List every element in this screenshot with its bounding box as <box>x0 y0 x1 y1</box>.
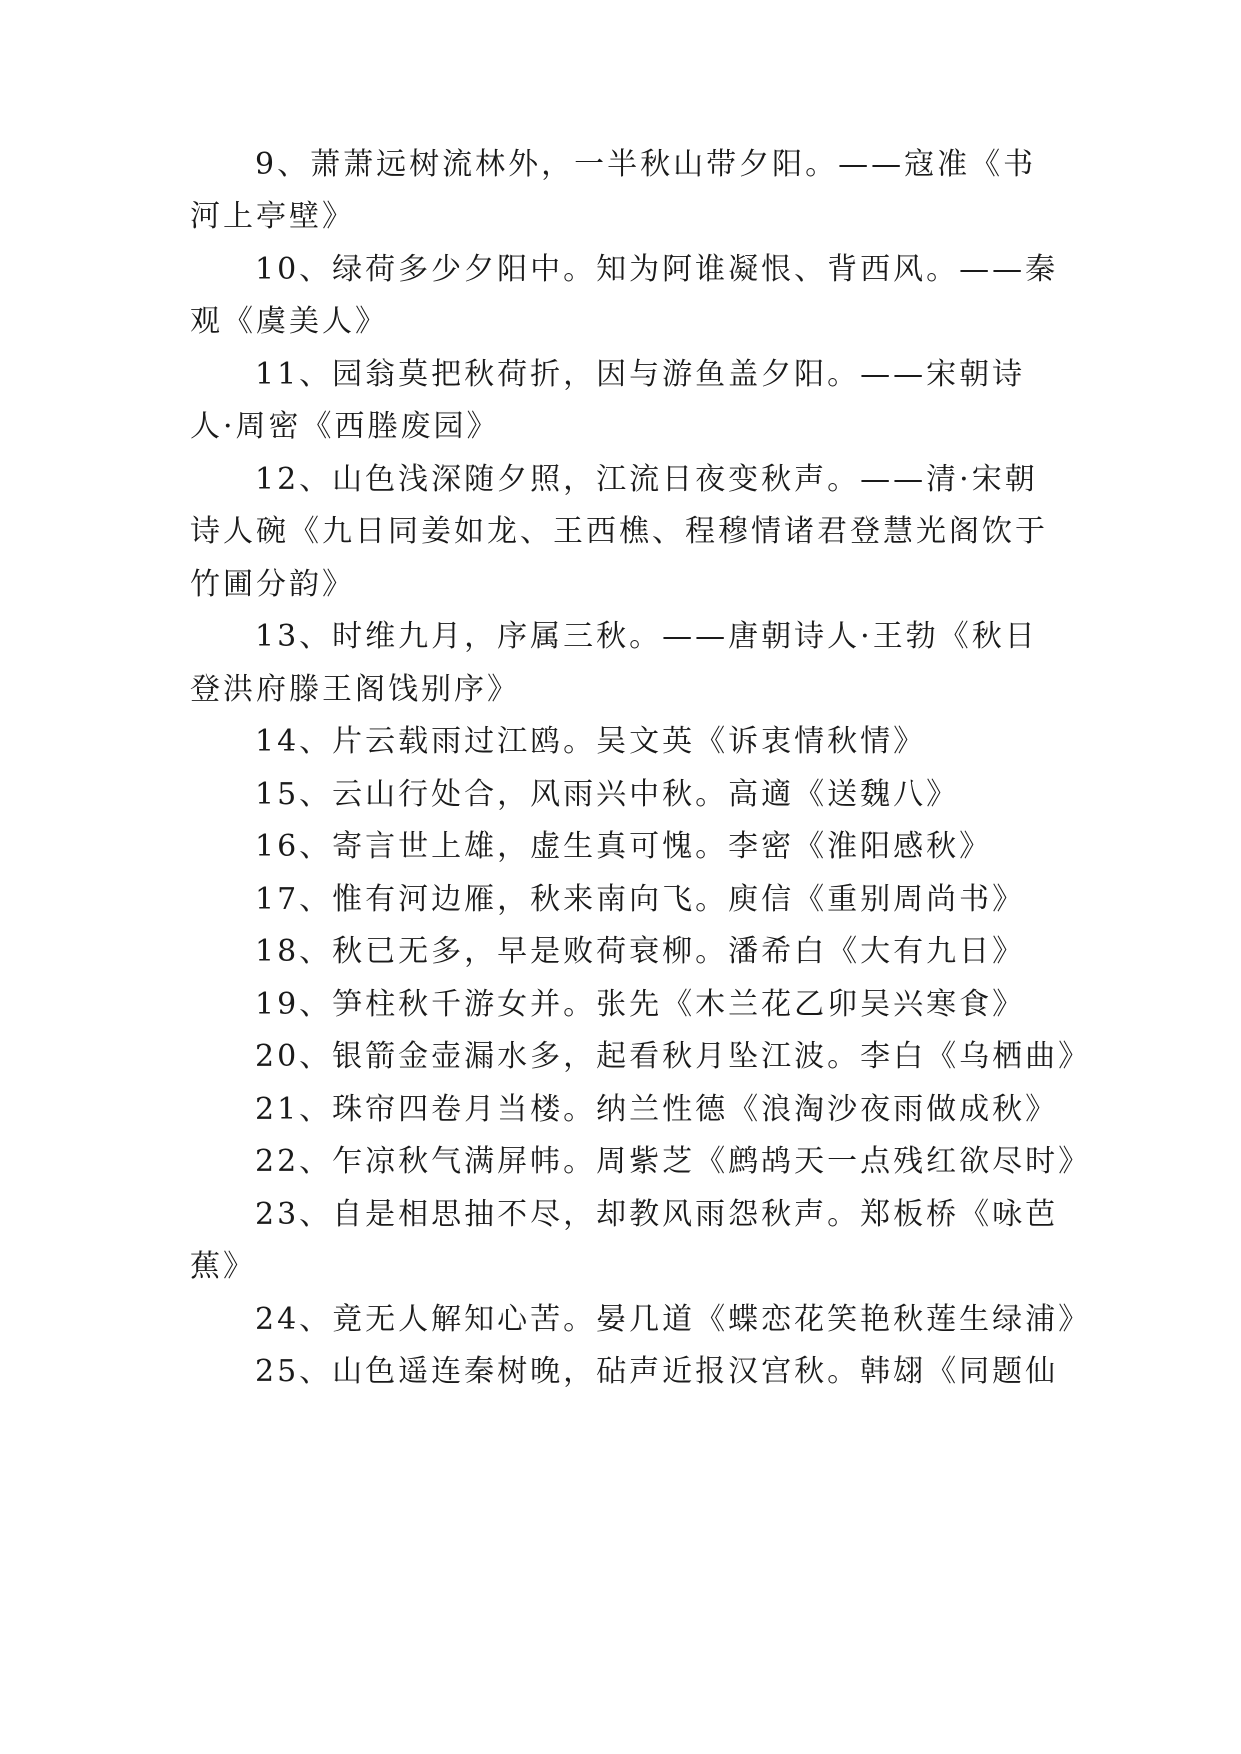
text-line: 登洪府滕王阁饯别序》 <box>190 672 520 707</box>
text-line: 18、秋已无多，早是败荷衰柳。潘希白《大有九日》 <box>255 934 1026 969</box>
text-line: 23、自是相思抽不尽，却教风雨怨秋声。郑板桥《咏芭 <box>255 1197 1059 1232</box>
text-line: 19、笋柱秋千游女并。张先《木兰花乙卯吴兴寒食》 <box>255 987 1026 1022</box>
text-line: 12、山色浅深随夕照，江流日夜变秋声。——清·宋朝 <box>255 462 1038 497</box>
text-line: 24、竟无人解知心苦。晏几道《蝶恋花笑艳秋莲生绿浦》 <box>255 1302 1092 1337</box>
text-line: 17、惟有河边雁，秋来南向飞。庾信《重别周尚书》 <box>255 882 1026 917</box>
text-line: 9、萧萧远树流林外，一半秋山带夕阳。——寇准《书 <box>255 147 1037 182</box>
text-line: 20、银箭金壶漏水多，起看秋月坠江波。李白《乌栖曲》 <box>255 1039 1092 1074</box>
text-line: 16、寄言世上雄，虚生真可愧。李密《淮阳感秋》 <box>255 829 993 864</box>
text-line: 蕉》 <box>190 1249 256 1284</box>
text-line: 诗人碗《九日同姜如龙、王西樵、程穆情诸君登慧光阁饮于 <box>190 514 1048 549</box>
text-line: 25、山色遥连秦树晚，砧声近报汉宫秋。韩翃《同题仙 <box>255 1354 1059 1389</box>
text-line: 21、珠帘四卷月当楼。纳兰性德《浪淘沙夜雨做成秋》 <box>255 1092 1059 1127</box>
text-line: 14、片云载雨过江鸥。吴文英《诉衷情秋情》 <box>255 724 927 759</box>
text-line: 观《虞美人》 <box>190 304 388 339</box>
text-line: 10、绿荷多少夕阳中。知为阿谁凝恨、背西风。——秦 <box>255 252 1059 287</box>
text-line: 竹圃分韵》 <box>190 567 355 602</box>
text-line: 11、园翁莫把秋荷折，因与游鱼盖夕阳。——宋朝诗 <box>255 357 1026 392</box>
text-line: 人·周密《西塍废园》 <box>190 409 500 444</box>
text-line: 15、云山行处合，风雨兴中秋。高適《送魏八》 <box>255 777 960 812</box>
text-line: 13、时维九月，序属三秋。——唐朝诗人·王勃《秋日 <box>255 619 1038 654</box>
text-line: 22、乍凉秋气满屏帏。周紫芝《鹧鸪天一点残红欲尽时》 <box>255 1144 1092 1179</box>
text-line: 河上亭壁》 <box>190 199 355 234</box>
